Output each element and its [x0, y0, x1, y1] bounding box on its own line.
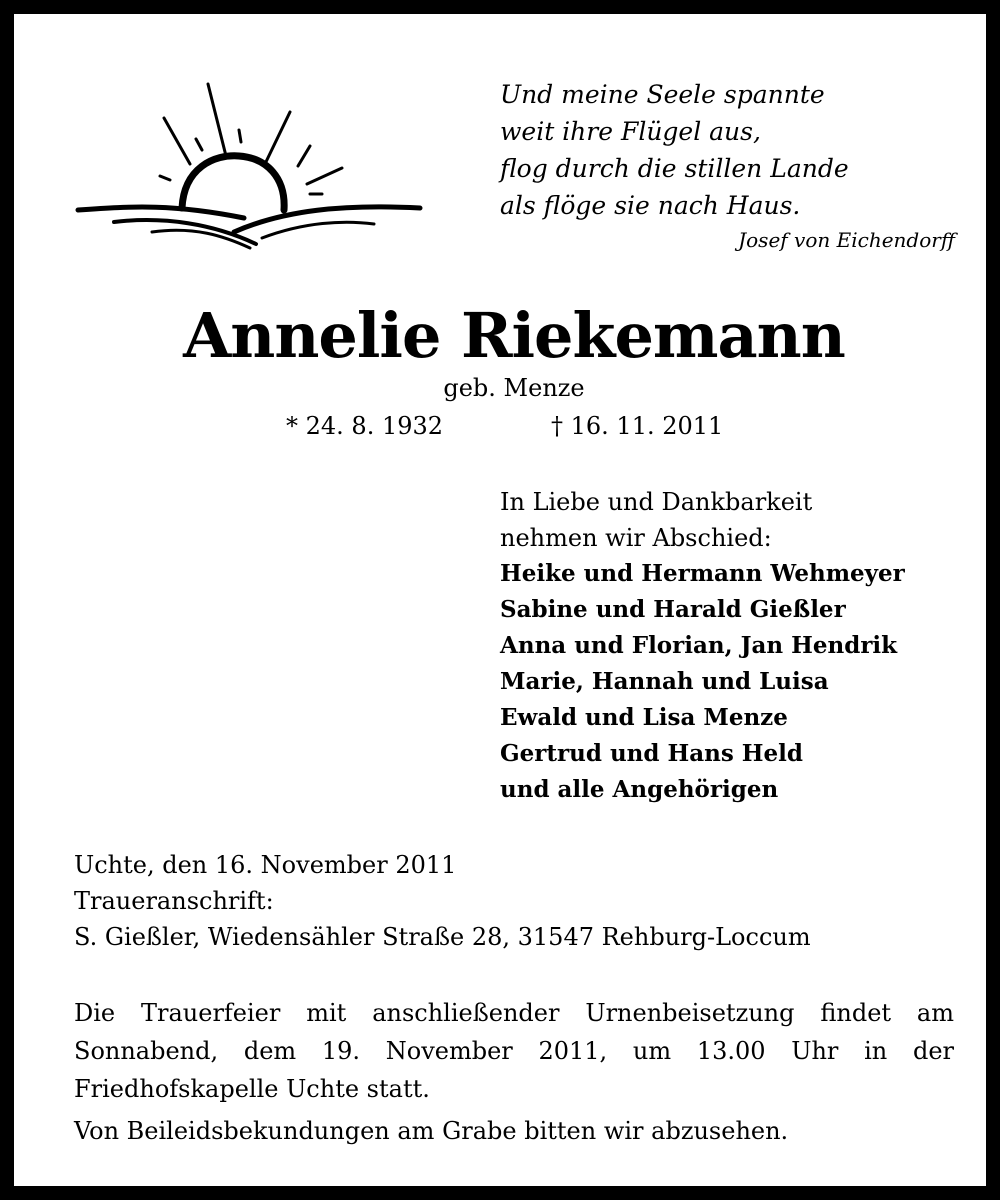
poem-line: als flöge sie nach Haus. [500, 191, 801, 220]
poem-line: weit ihre Flügel aus, [500, 117, 761, 146]
place-and-address [74, 847, 974, 955]
mourners-intro-line: In Liebe und Dankbarkeit [500, 488, 813, 516]
mourner-family: Heike und Hermann Wehmeyer [500, 560, 905, 587]
mourner-family: und alle Angehörigen [500, 776, 779, 803]
birth-date: * 24. 8. 1932 [286, 412, 444, 440]
mourner-family: Marie, Hannah und Luisa [500, 668, 829, 695]
death-date: † 16. 11. 2011 [551, 412, 724, 440]
deceased-name: Annelie Riekemann [183, 299, 845, 372]
maiden-name: geb. Menze [443, 374, 585, 402]
poem [500, 76, 970, 224]
mourner-family: Ewald und Lisa Menze [500, 704, 788, 731]
mourners-intro-line: nehmen wir Abschied: [500, 524, 772, 552]
sunset-icon [74, 76, 424, 256]
condolence-note: Von Beileidsbekundungen am Grabe bitten wir abzusehen. [74, 1117, 789, 1145]
poem-line: Und meine Seele spannte [500, 80, 825, 109]
poem-line: flog durch die stillen Lande [500, 154, 849, 183]
ceremony-notice: Die Trauerfeier mit anschließender Urnenbeisetzung findet am Sonnabend, dem 19. November 2011, um 13.00 Uhr in der Friedhofskapelle Uchte statt. [74, 999, 954, 1103]
mourners-block [500, 484, 970, 808]
place-date: Uchte, den 16. November 2011 [74, 851, 457, 879]
mourner-family: Sabine und Harald Gießler [500, 596, 846, 623]
mourner-family: Anna und Florian, Jan Hendrik [500, 632, 898, 659]
poem-author: Josef von Eichendorff [738, 228, 955, 252]
address-line: S. Gießler, Wiedensähler Straße 28, 31547 Rehburg-Loccum [74, 923, 811, 951]
address-label: Traueranschrift: [74, 887, 274, 915]
mourner-family: Gertrud und Hans Held [500, 740, 803, 767]
